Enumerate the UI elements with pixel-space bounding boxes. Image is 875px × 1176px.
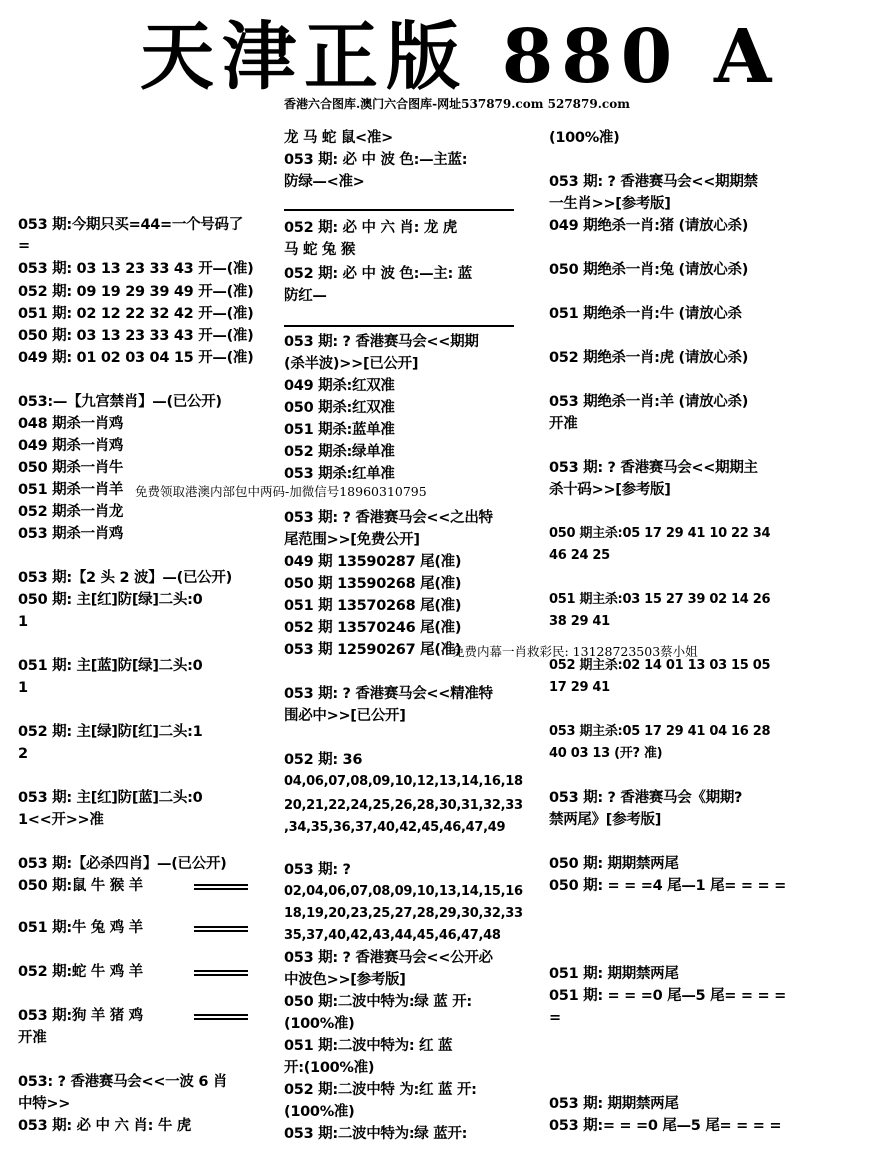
top-row: 龙 马 蛇 鼠<准> xyxy=(284,130,393,146)
double-rule xyxy=(194,970,248,976)
jiugong-row: 048 期杀一肖鸡 xyxy=(18,416,124,432)
wei-row: 052 期 13570246 尾(准) xyxy=(284,620,462,636)
jue-row: 053 期绝杀一肖:羊 (请放心杀) xyxy=(549,394,749,410)
wei-row: 053 期 12590267 尾(准) xyxy=(284,642,462,658)
kai-row: 050 期: 03 13 23 33 43 开—(准) xyxy=(18,328,254,344)
top-row: 防绿—<准> xyxy=(284,174,365,190)
liangwei-row: 053 期:= = =0 尾—5 尾= = = = xyxy=(549,1118,782,1134)
kai-row: 051 期: 02 12 22 32 42 开—(准) xyxy=(18,306,254,322)
top-row: 053 期: 必 中 波 色:—主蓝: xyxy=(284,152,468,168)
double-rule xyxy=(194,1014,248,1020)
jiugong-row: 053 期杀一肖鸡 xyxy=(18,526,124,542)
jue-row: 开准 xyxy=(549,416,578,432)
jiugong-row: 052 期杀一肖龙 xyxy=(18,504,124,520)
twohead-row: 053 期: 主[红]防[蓝]二头:0 xyxy=(18,790,203,806)
ad-text: 免费领取港澳内部包中两码-加微信号18960310795 xyxy=(135,484,427,499)
yibo-title: 中特>> xyxy=(18,1096,71,1112)
jiugong-row: 050 期杀一肖牛 xyxy=(18,460,124,476)
erbo-row: 053 期:二波中特为:绿 蓝开: xyxy=(284,1126,468,1142)
danshuang-title: 053 期: ? 香港赛马会<<期期 xyxy=(284,334,479,350)
jiugong-row: 051 期杀一肖羊 xyxy=(18,482,124,498)
erbo-row: 开:(100%准) xyxy=(284,1060,375,1076)
danshuang-row: 049 期杀:红双准 xyxy=(284,378,395,394)
jingzhun-title: 053 期: ? 香港赛马会<<精准特 xyxy=(284,686,493,702)
top-row: (100%准) xyxy=(549,130,620,146)
danshuang-row: 051 期杀:蓝单准 xyxy=(284,422,395,438)
one-number-line: 053 期:今期只买=44=一个号码了 xyxy=(18,217,243,233)
twohead-row: 052 期: 主[绿]防[红]二头:1 xyxy=(18,724,203,740)
liuxiao-row: 052 期: 必 中 波 色:—主: 蓝 xyxy=(284,266,472,282)
page-subtitle: 香港六合图库.澳门六合图库-网址537879.com 527879.com xyxy=(284,97,630,111)
zhusha-row: 17 29 41 xyxy=(549,680,610,695)
jiugong-title: 053:—【九宫禁肖】—(已公开) xyxy=(18,394,222,410)
sisha-row: 050 期:鼠 牛 猴 羊 xyxy=(18,878,143,894)
twohead-row: 1<<开>>准 xyxy=(18,812,104,828)
liangwei-row: 051 期: 期期禁两尾 xyxy=(549,966,679,982)
wei-title: 053 期: ? 香港赛马会<<之出特 xyxy=(284,510,493,526)
yibo-row: 053 期: 必 中 六 肖: 牛 虎 xyxy=(18,1118,192,1134)
erbo-row: (100%准) xyxy=(284,1104,355,1120)
sisha-title: 053 期:【必杀四肖】—(已公开) xyxy=(18,856,227,872)
one-number-line: = xyxy=(18,238,30,254)
liuxiao-row: 防红— xyxy=(284,288,327,304)
jin-title: 一生肖>>[参考版] xyxy=(549,196,671,212)
liuxiao-row: 马 蛇 兔 猴 xyxy=(284,242,356,258)
zhusha-row: 051 期主杀:03 15 27 39 02 14 26 xyxy=(549,592,771,607)
liangwei-row: = xyxy=(549,1010,561,1026)
liangwei-row: 050 期: 期期禁两尾 xyxy=(549,856,679,872)
jin-title: 053 期: ? 香港赛马会<<期期禁 xyxy=(549,174,758,190)
wei-title: 尾范围>>[免费公开] xyxy=(284,532,420,548)
nums-line: 18,19,20,23,25,27,28,29,30,32,33 xyxy=(284,906,523,921)
jiugong-row: 049 期杀一肖鸡 xyxy=(18,438,124,454)
kai-row: 052 期: 09 19 29 39 49 开—(准) xyxy=(18,284,254,300)
erbo-row: (100%准) xyxy=(284,1016,355,1032)
zhusha-title: 053 期: ? 香港赛马会<<期期主 xyxy=(549,460,758,476)
ad-text: 免费内幕一肖救彩民: 13128723503蔡小姐 xyxy=(452,644,698,659)
danshuang-title: (杀半波)>>[已公开] xyxy=(284,356,419,372)
double-rule xyxy=(194,926,248,932)
danshuang-row: 052 期杀:绿单准 xyxy=(284,444,395,460)
nums-line: 04,06,07,08,09,10,12,13,14,16,18 xyxy=(284,774,523,789)
yibo-title: 053: ? 香港赛马会<<一波 6 肖 xyxy=(18,1074,228,1090)
erbo-row: 051 期:二波中特为: 红 蓝 xyxy=(284,1038,453,1054)
wei-row: 051 期 13570268 尾(准) xyxy=(284,598,462,614)
sisha-row: 051 期:牛 兔 鸡 羊 xyxy=(18,920,143,936)
nums-label: 053 期: ? xyxy=(284,862,351,878)
liangwei-title: 053 期: ? 香港赛马会《期期? xyxy=(549,790,743,806)
kai-row: 053 期: 03 13 23 33 43 开—(准) xyxy=(18,261,254,277)
zhusha-row: 38 29 41 xyxy=(549,614,610,629)
twohead-row: 1 xyxy=(18,614,28,630)
erbo-title: 053 期: ? 香港赛马会<<公开必 xyxy=(284,950,493,966)
jue-row: 052 期绝杀一肖:虎 (请放心杀) xyxy=(549,350,749,366)
nums-line: 35,37,40,42,43,44,45,46,47,48 xyxy=(284,928,501,943)
liangwei-row: 050 期: = = =4 尾—1 尾= = = = xyxy=(549,878,786,894)
twohead-row: 051 期: 主[蓝]防[绿]二头:0 xyxy=(18,658,203,674)
nums-line: 20,21,22,24,25,26,28,30,31,32,33 xyxy=(284,798,523,813)
sisha-row: 开准 xyxy=(18,1030,47,1046)
jingzhun-title: 围必中>>[已公开] xyxy=(284,708,406,724)
liuxiao-row: 052 期: 必 中 六 肖: 龙 虎 xyxy=(284,220,458,236)
jue-row: 051 期绝杀一肖:牛 (请放心杀 xyxy=(549,306,742,322)
divider xyxy=(284,325,514,327)
kai-row: 049 期: 01 02 03 04 15 开—(准) xyxy=(18,350,254,366)
danshuang-row: 050 期杀:红双准 xyxy=(284,400,395,416)
jue-row: 049 期绝杀一肖:猪 (请放心杀) xyxy=(549,218,749,234)
zhusha-title: 杀十码>>[参考版] xyxy=(549,482,671,498)
nums-label: 052 期: 36 xyxy=(284,752,363,768)
jue-row: 050 期绝杀一肖:兔 (请放心杀) xyxy=(549,262,749,278)
twohead-row: 1 xyxy=(18,680,28,696)
zhusha-row: 050 期主杀:05 17 29 41 10 22 34 xyxy=(549,526,771,541)
liangwei-title: 禁两尾》[参考版] xyxy=(549,812,662,828)
twohead-row: 050 期: 主[红]防[绿]二头:0 xyxy=(18,592,203,608)
twohead-row: 2 xyxy=(18,746,28,762)
double-rule xyxy=(194,884,248,890)
liangwei-row: 051 期: = = =0 尾—5 尾= = = = xyxy=(549,988,786,1004)
zhusha-row: 053 期主杀:05 17 29 41 04 16 28 xyxy=(549,724,771,739)
erbo-row: 052 期:二波中特 为:红 蓝 开: xyxy=(284,1082,477,1098)
wei-row: 050 期 13590268 尾(准) xyxy=(284,576,462,592)
nums-line: 02,04,06,07,08,09,10,13,14,15,16 xyxy=(284,884,523,899)
twohead-title: 053 期:【2 头 2 波】—(已公开) xyxy=(18,570,232,586)
nums-line: ,34,35,36,37,40,42,45,46,47,49 xyxy=(284,820,506,835)
liangwei-row: 053 期: 期期禁两尾 xyxy=(549,1096,679,1112)
danshuang-row: 053 期杀:红单准 xyxy=(284,466,395,482)
divider xyxy=(284,209,514,211)
erbo-title: 中波色>>[参考版] xyxy=(284,972,406,988)
erbo-row: 050 期:二波中特为:绿 蓝 开: xyxy=(284,994,472,1010)
sisha-row: 053 期:狗 羊 猪 鸡 xyxy=(18,1008,143,1024)
sisha-row: 052 期:蛇 牛 鸡 羊 xyxy=(18,964,143,980)
wei-row: 049 期 13590287 尾(准) xyxy=(284,554,462,570)
zhusha-row: 052 期主杀:02 14 01 13 03 15 05 xyxy=(549,658,771,673)
zhusha-row: 46 24 25 xyxy=(549,548,610,563)
zhusha-row: 40 03 13 (开? 准) xyxy=(549,746,663,761)
page-title: 天津正版 880 A xyxy=(140,14,780,100)
